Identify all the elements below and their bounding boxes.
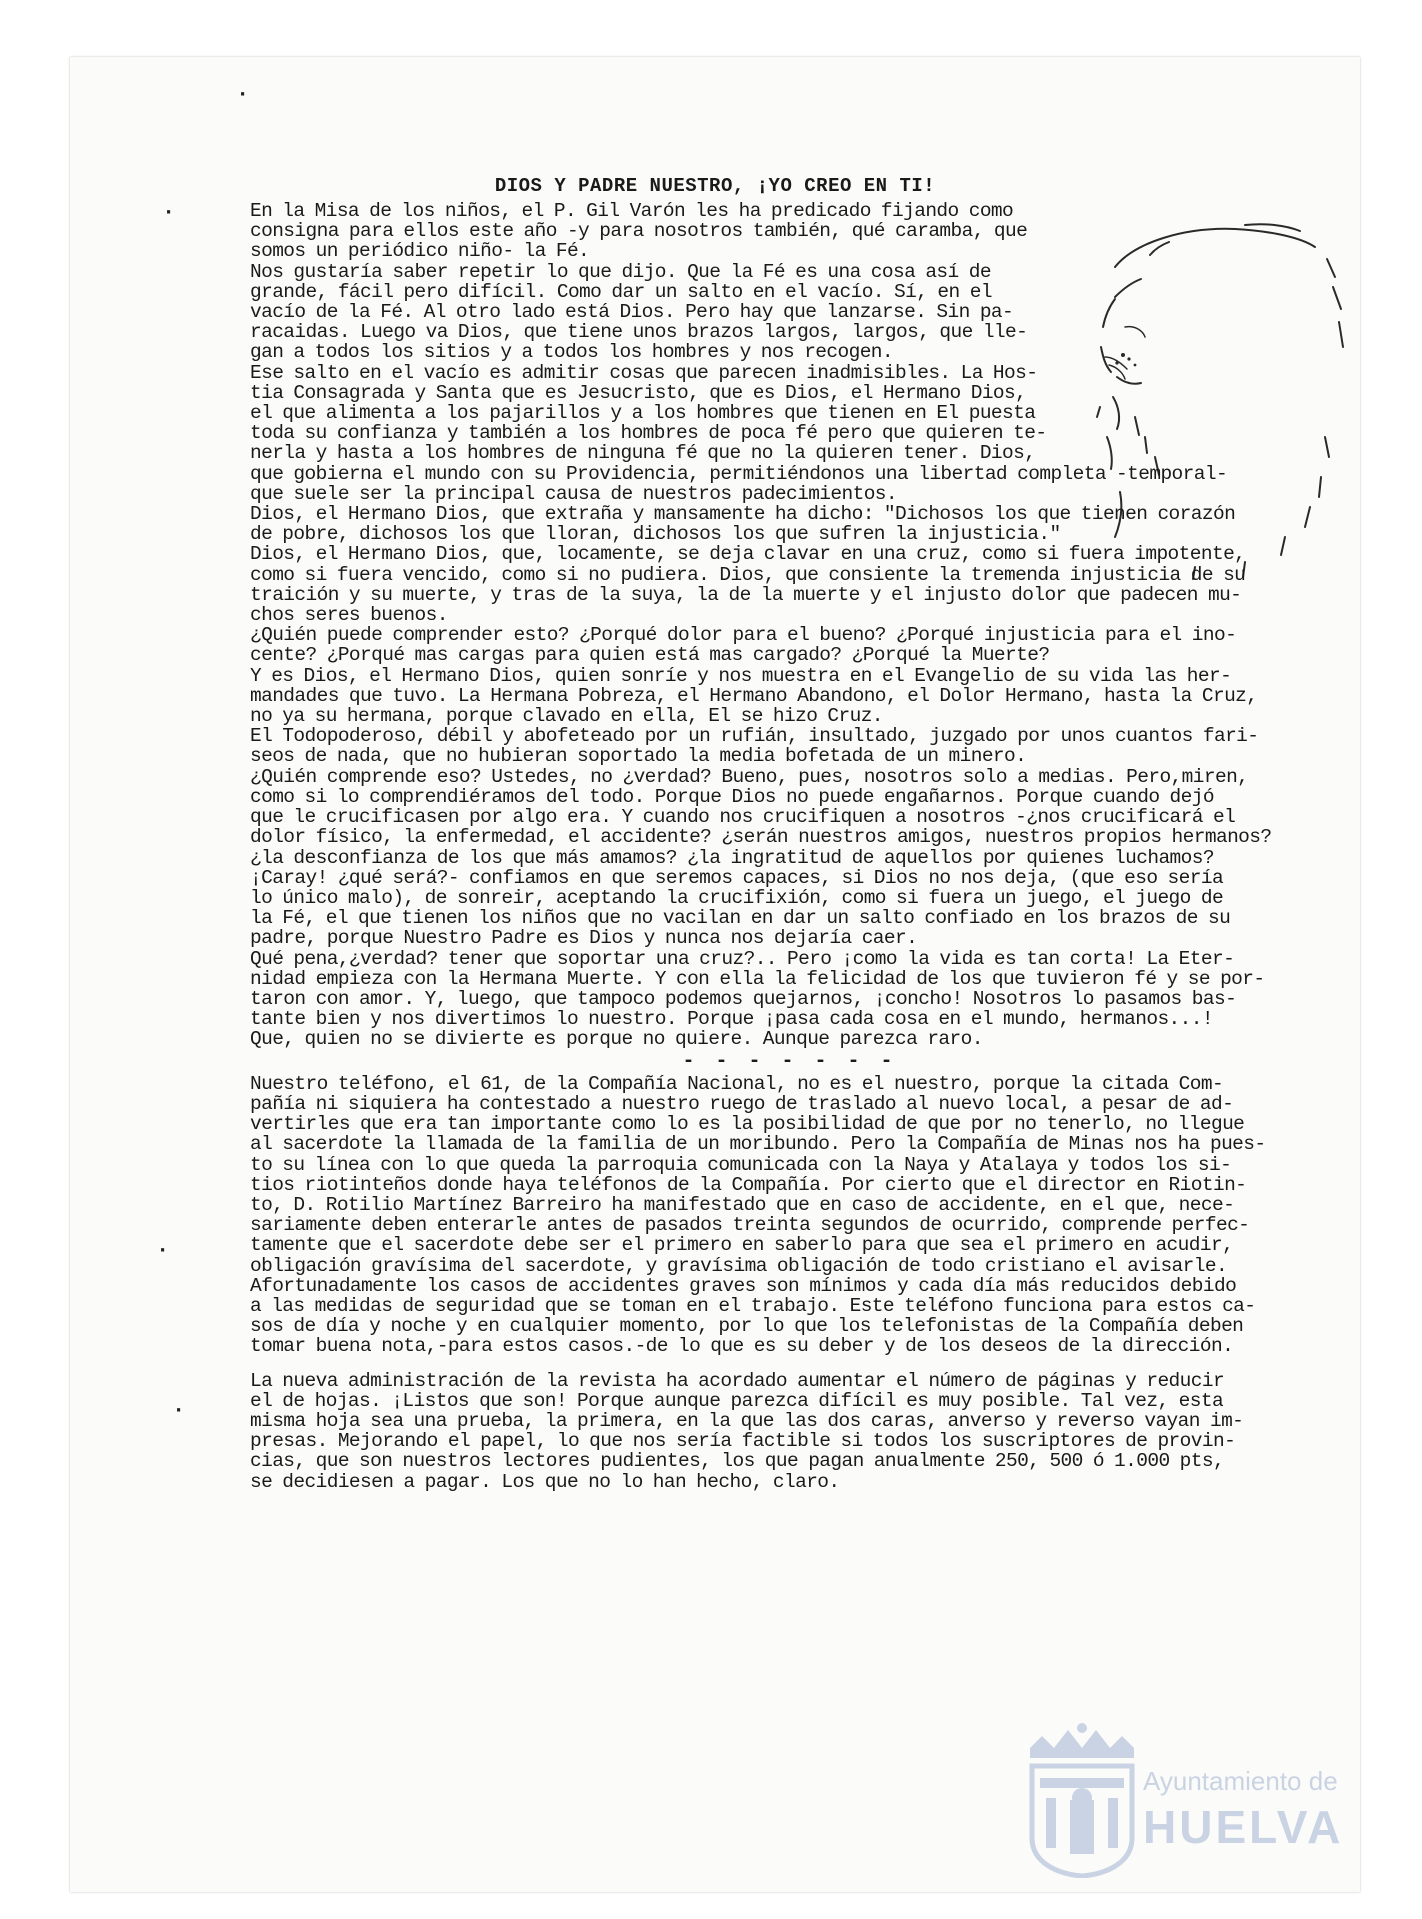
article-line: mandades que tuvo. La Hermana Pobreza, el Hermano Abandono, el Dolor Hermano, hasta la Cruz, <box>250 684 1258 707</box>
article-line: la Fé, el que tienen los niños que no vacilan en dar un salto confiado en los brazos de su <box>250 907 1231 930</box>
article-line: nerla y hasta a los hombres de ninguna fé que no la quieren tener. Dios, <box>250 442 1036 465</box>
article-line: toda su confianza y también a los hombres de poca fé pero que quieren te- <box>250 422 1047 445</box>
document-sheet <box>70 57 1360 1892</box>
city-crest-icon <box>1010 1718 1350 1878</box>
revista-line: presas. Mejorando el papel, lo que nos sería factible si todos los suscriptores de provin- <box>250 1430 1236 1453</box>
article-line: Qué pena,¿verdad? tener que soportar una cruz?.. Pero ¡como la vida es tan corta! La Eter- <box>250 947 1235 970</box>
article-line: que gobierna el mundo con su Providencia, permitiéndonos una libertad completa -temporal- <box>250 462 1228 485</box>
telefono-line: Afortunadamente los casos de accidentes graves son mínimos y cada día más reducidos debido <box>250 1274 1237 1297</box>
telefono-line: a las medidas de seguridad que se toman en el trabajo. Este teléfono funciona para estos ca- <box>250 1294 1256 1317</box>
article-line: racaidas. Luego va Dios, que tiene unos brazos largos, largos, que lle- <box>250 321 1028 344</box>
article-line: tante bien y nos divertimos lo nuestro. Porque ¡pasa cada cosa en el mundo, hermanos...! <box>250 1008 1213 1031</box>
article-line: Dios, el Hermano Dios, que extraña y mansamente ha dicho: "Dichosos los que tienen corazón <box>250 503 1236 526</box>
article-line: gan a todos los sitios y a todos los hombres y nos recogen. <box>250 341 894 364</box>
article-line: vacío de la Fé. Al otro lado está Dios. Pero hay que lanzarse. Sin pa- <box>250 301 1014 324</box>
telefono-line: sariamente deben enterarle antes de pasados treinta segundos de ocurrido, comprende perfec- <box>250 1214 1250 1237</box>
article-line: Nos gustaría saber repetir lo que dijo. Que la Fé es una cosa así de <box>250 260 991 283</box>
article-revista <box>250 1371 1330 1492</box>
paragraph-gap <box>250 1357 1330 1371</box>
watermark-line-1: Ayuntamiento de <box>1143 1766 1338 1796</box>
article-line: tia Consagrada y Santa que es Jesucristo, que es Dios, el Hermano Dios, <box>250 381 1027 404</box>
revista-line: La nueva administración de la revista ha acordado aumentar el número de páginas y reducir <box>250 1369 1225 1392</box>
article-line: somos un periódico niño- la Fé. <box>250 240 590 263</box>
article-line: Dios, el Hermano Dios, que, locamente, se deja clavar en una cruz, como si fuera impotente, <box>250 543 1246 566</box>
telefono-line: vertirles que era tan importante como lo es la posibilidad de que por no tenerlo, no llegue <box>250 1113 1245 1136</box>
article-line: ¿Quién comprende eso? Ustedes, no ¿verdad? Bueno, pues, nosotros solo a medias. Pero,miren, <box>250 765 1249 788</box>
telefono-line: tomar buena nota,-para estos casos.-de lo que es su deber y de los deseos de la dirección. <box>250 1335 1234 1358</box>
page-title: DIOS Y PADRE NUESTRO, ¡YO CREO EN TI! <box>494 175 936 197</box>
article-line: como si fuera vencido, como si no pudiera. Dios, que consiente la tremenda injusticia de su <box>250 563 1246 586</box>
section-divider: - - - - - - - <box>682 1049 898 1073</box>
article-line: En la Misa de los niños, el P. Gil Varón les ha predicado fijando como <box>250 200 1014 222</box>
article-line: cente? ¿Porqué mas cargas para quien está mas cargado? ¿Porqué la Muerte? <box>250 644 1050 667</box>
article-line: ¡Caray! ¿qué será?- confiamos en que seremos capaces, si Dios no nos deja, (que eso sería <box>250 866 1224 889</box>
article-line: de pobre, dichosos los que lloran, dichosos los que sufren la injusticia." <box>250 523 1061 546</box>
article-line: que suele ser la principal causa de nuestros padecimientos. <box>250 482 898 505</box>
telefono-line: obligación gravísima del sacerdote, y gravísima obligación de todo cristiano el avisarle. <box>250 1254 1228 1277</box>
article-line: que le crucificasen por algo era. Y cuando nos crucifiquen a nosotros -¿nos crucificará el <box>250 806 1236 829</box>
margin-mark: · <box>162 200 176 225</box>
article-line: El Todopoderoso, débil y abofeteado por un rufián, insultado, juzgado por unos cuantos fari- <box>250 725 1259 748</box>
revista-line: se decidiesen a pagar. Los que no lo han hecho, claro. <box>250 1470 840 1493</box>
article-line: Que, quien no se divierte es porque no quiere. Aunque parezca raro. <box>250 1028 983 1051</box>
margin-mark: · <box>236 82 250 107</box>
article-line: seos de nada, que no hubieran soportado la media bofetada de un minero. <box>250 745 1027 768</box>
article-line: ¿la desconfianza de los que más amamos? ¿la ingratitud de aquellos por quienes luchamos? <box>250 846 1214 869</box>
article-line: taron con amor. Y, luego, que tampoco podemos quejarnos, ¡concho! Nosotros lo pasamos bas- <box>250 987 1237 1010</box>
article-line: el que alimenta a los pajarillos y a los hombres que tienen en El puesta <box>250 402 1036 425</box>
article-line: chos seres buenos. <box>250 604 448 627</box>
article-faith <box>250 201 1330 1050</box>
telefono-line: tamente que el sacerdote debe ser el primero en saberlo para que sea el primero en acudir, <box>250 1234 1234 1257</box>
telefono-line: al sacerdote la llamada de la familia de un moribundo. Pero la Compañía de Minas nos ha pues- <box>250 1133 1266 1156</box>
article-line: traición y su muerte, y tras de la suya, la de la muerte y el injusto dolor que padecen mu- <box>250 583 1242 606</box>
margin-mark: · <box>156 1238 170 1263</box>
article-telefono <box>250 1074 1330 1357</box>
article-line: nidad empieza con la Hermana Muerte. Y con ella la felicidad de los que tuvieron fé y se por- <box>250 967 1265 990</box>
article-line: Ese salto en el vacío es admitir cosas que parecen inadmisibles. La Hos- <box>250 361 1038 384</box>
telefono-line: tios riotinteños donde haya teléfonos de la Compañía. Por cierto que el director en Riotin- <box>250 1173 1247 1196</box>
article-line: Y es Dios, el Hermano Dios, quien sonríe y nos muestra en el Evangelio de su vida las her- <box>250 664 1232 687</box>
article-line: grande, fácil pero difícil. Como dar un salto en el vacío. Sí, en el <box>250 280 992 303</box>
article-body <box>250 201 1330 1492</box>
revista-line: misma hoja sea una prueba, la primera, en la que las dos caras, anverso y reverso vayan im- <box>250 1409 1244 1432</box>
telefono-line: to su línea con lo que queda la parroquia comunicada con la Naya y Atalaya y todos los si- <box>250 1153 1232 1176</box>
article-line: padre, porque Nuestro Padre es Dios y nunca nos dejaría caer. <box>250 927 918 950</box>
revista-line: cias, que son nuestros lectores pudientes, los que pagan anualmente 250, 500 ó 1.000 pts, <box>250 1450 1225 1473</box>
watermark-line-2: HUELVA <box>1143 1801 1344 1853</box>
article-line: dolor físico, la enfermedad, el accidente? ¿serán nuestros amigos, nuestros propios hermanos? <box>250 826 1272 849</box>
article-line: no ya su hermana, porque clavado en ella, El se hizo Cruz. <box>250 705 883 728</box>
article-line: como si lo comprendiéramos del todo. Porque Dios no puede engañarnos. Porque cuando dejó <box>250 785 1214 808</box>
telefono-line: Nuestro teléfono, el 61, de la Compañía Nacional, no es el nuestro, porque la citada Com- <box>250 1072 1224 1095</box>
telefono-line: to, D. Rotilio Martínez Barreiro ha manifestado que en caso de accidente, en el que, nece- <box>250 1193 1235 1216</box>
revista-line: el de hojas. ¡Listos que son! Porque aunque parezca difícil es muy posible. Tal vez, esta <box>250 1389 1224 1412</box>
article-line: lo único malo), de sonreir, aceptando la crucifixión, como si fuera un juego, el juego de <box>250 886 1224 909</box>
telefono-line: sos de día y noche y en cualquier momento, por lo que los telefonistas de la Compañía deben <box>250 1315 1244 1338</box>
margin-mark: · <box>172 1398 186 1423</box>
telefono-line: pañía ni siquiera ha contestado a nuestro ruego de traslado al nuevo local, a pesar de ad- <box>250 1092 1234 1115</box>
article-line: consigna para ellos este año -y para nosotros también, qué caramba, que <box>250 220 1028 243</box>
article-line: ¿Quién puede comprender esto? ¿Porqué dolor para el bueno? ¿Porqué injusticia para el ino- <box>250 624 1237 647</box>
